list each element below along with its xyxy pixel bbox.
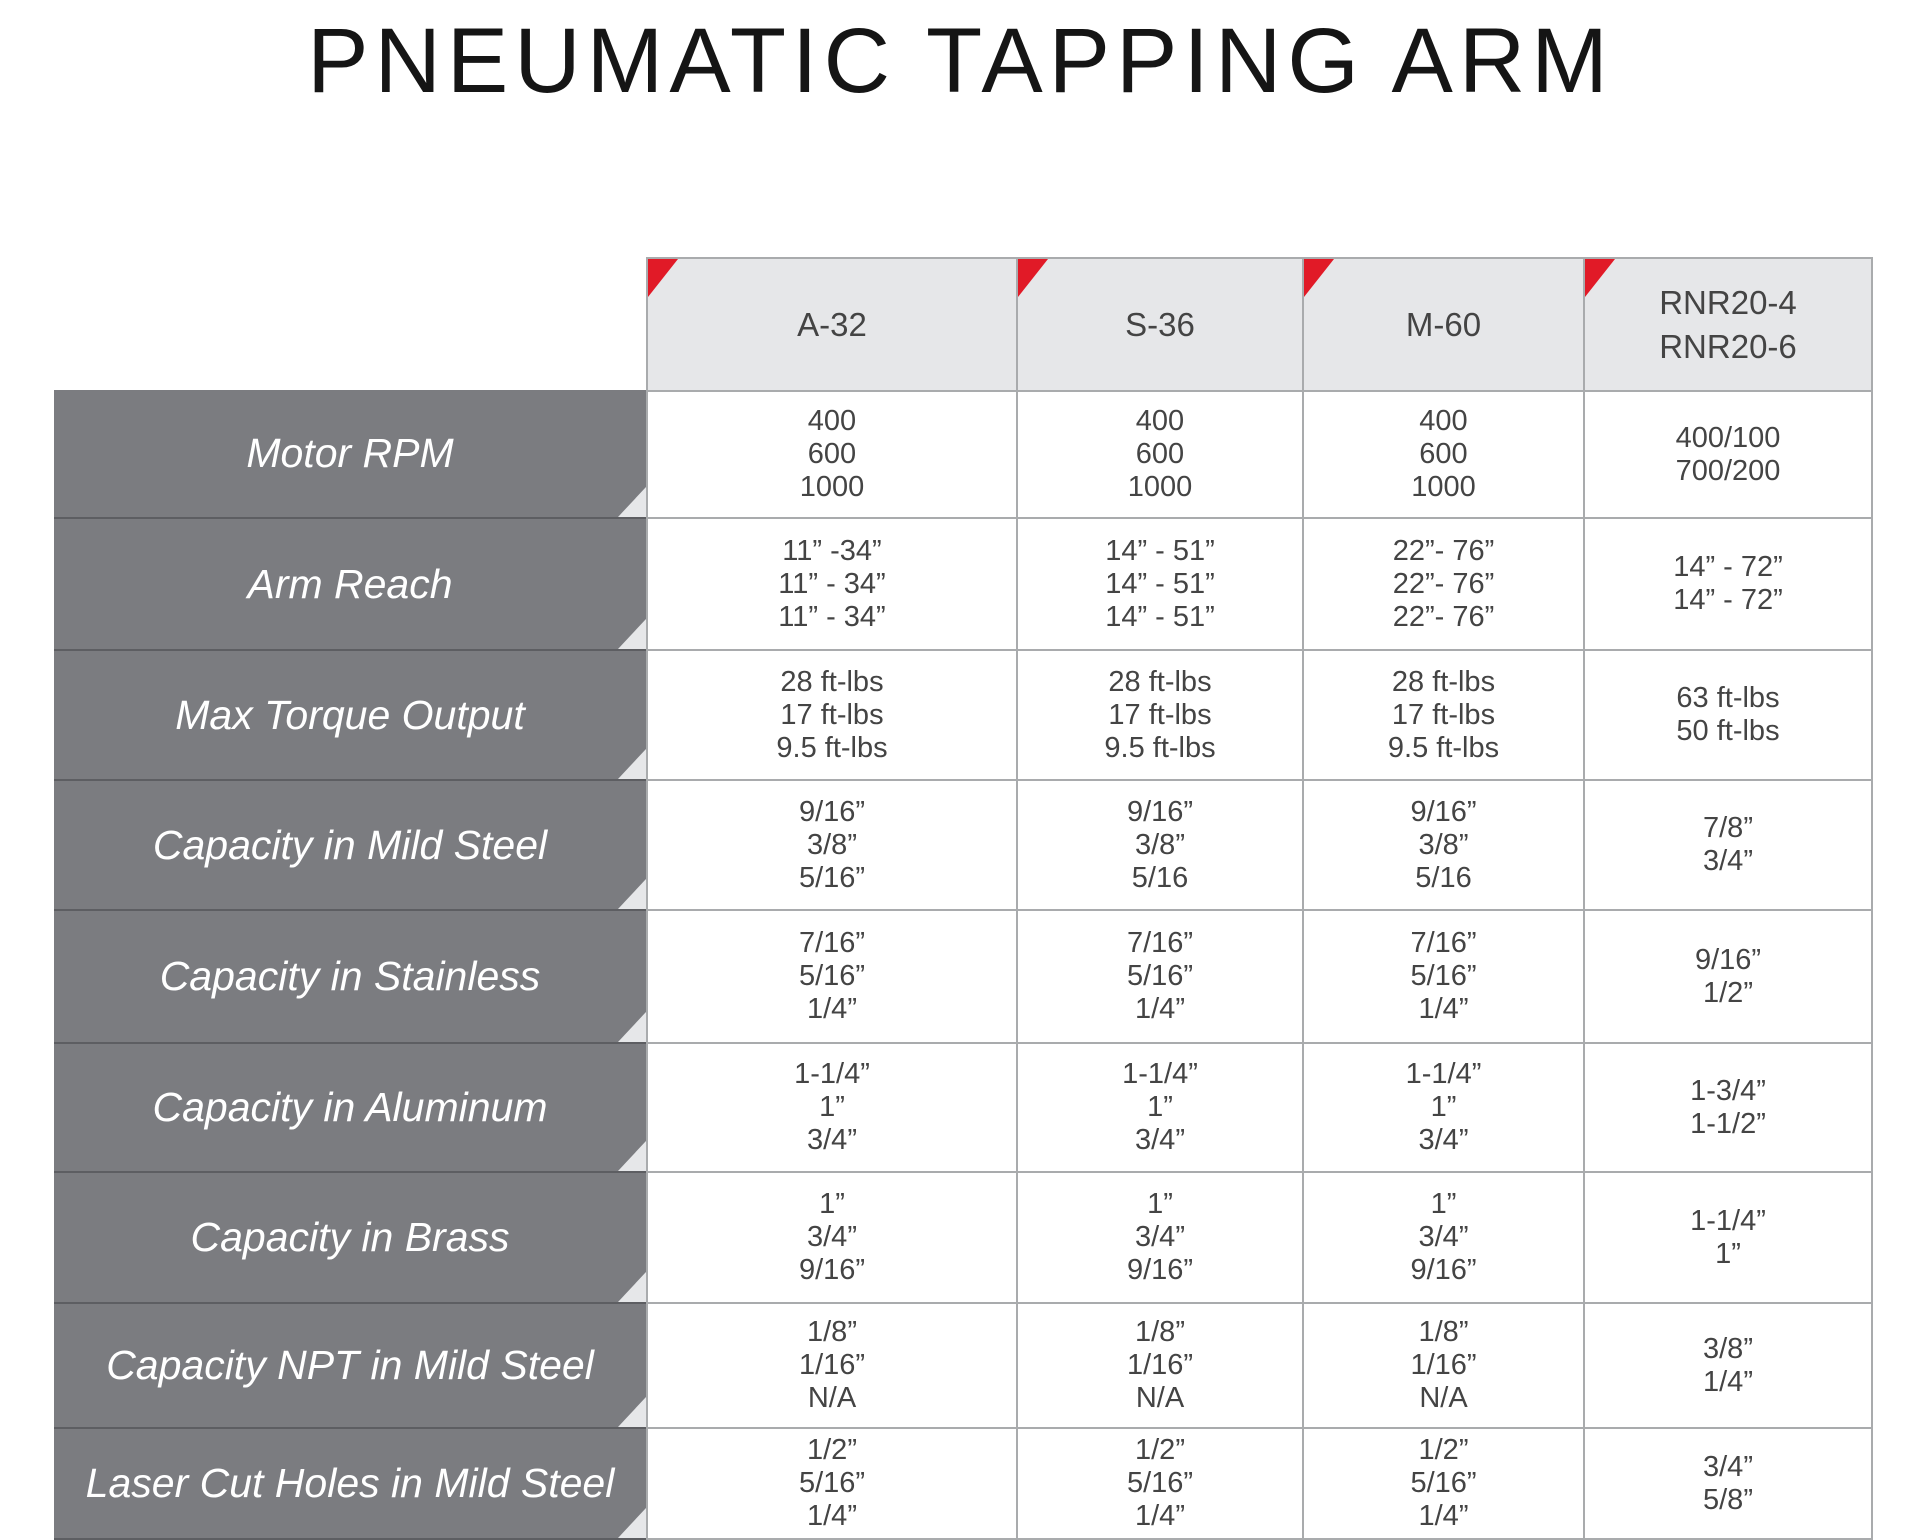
label-corner-notch — [618, 1508, 646, 1538]
table-cell — [1016, 911, 1302, 1044]
cell-line: 3/8” — [1418, 828, 1469, 861]
cell-line: 1-1/4” — [1122, 1058, 1198, 1090]
cell-line: 1” — [1715, 1237, 1741, 1270]
cell-line: 14” - 51” — [1105, 534, 1215, 567]
cell-line: 22”- 76” — [1392, 534, 1495, 567]
cell-line: 9.5 ft-lbs — [1104, 731, 1216, 764]
cell-line: 9/16” — [798, 795, 866, 828]
label-corner-notch — [618, 1012, 646, 1042]
cell-line: 1” — [1430, 1091, 1457, 1123]
cell-line: 400 — [1135, 405, 1185, 437]
cell-line: RNR20-4 — [1659, 283, 1797, 321]
cell-line: 28 ft-lbs — [1108, 665, 1212, 698]
row-label-text: Motor RPM — [246, 430, 454, 476]
table-cell — [1583, 781, 1873, 911]
column-header — [1302, 257, 1583, 390]
table-cell — [646, 1044, 1016, 1173]
table-cell — [646, 1304, 1016, 1429]
cell-line: 5/16” — [798, 1467, 866, 1499]
cell-line: 1” — [1147, 1188, 1173, 1220]
table-cell — [1302, 1304, 1583, 1429]
cell-line: 1/4” — [1703, 1365, 1753, 1398]
cell-line: 14” - 51” — [1105, 567, 1215, 600]
cell-line: 1” — [819, 1091, 845, 1123]
row-label — [54, 911, 646, 1044]
table-cell — [646, 651, 1016, 781]
row-label — [54, 1429, 646, 1540]
row-label-text: Capacity in Stainless — [159, 953, 541, 999]
cell-line: 5/16 — [1131, 861, 1189, 894]
column-header — [646, 257, 1016, 390]
row-label — [54, 1044, 646, 1173]
cell-line: 3/4” — [1418, 1124, 1469, 1156]
cell-line: 5/8” — [1703, 1483, 1753, 1516]
cell-line: 700/200 — [1675, 454, 1781, 487]
cell-line: 1” — [1430, 1188, 1457, 1220]
cell-line: 9/16” — [1694, 943, 1762, 976]
cell-line: 1/4” — [807, 1500, 857, 1532]
table-cell — [1302, 519, 1583, 651]
row-label-text: Laser Cut Holes in Mild Steel — [85, 1460, 615, 1506]
cell-line: 28 ft-lbs — [780, 665, 884, 698]
cell-line: 1-1/4” — [1690, 1204, 1766, 1237]
table-cell — [1583, 1044, 1873, 1173]
cell-line: 1-1/4” — [794, 1058, 870, 1090]
page-title: PNEUMATIC TAPPING ARM — [307, 10, 1614, 112]
table-cell — [1016, 781, 1302, 911]
cell-line: 17 ft-lbs — [780, 698, 884, 731]
cell-line: 11” - 34” — [778, 567, 886, 600]
table-cell — [646, 911, 1016, 1044]
table-cell — [1583, 651, 1873, 781]
cell-line: N/A — [807, 1382, 857, 1414]
cell-line: 1/2” — [1418, 1434, 1469, 1466]
label-corner-notch — [618, 487, 646, 517]
table-cell — [1583, 1304, 1873, 1429]
cell-line: 22”- 76” — [1392, 600, 1495, 633]
cell-line: 1000 — [1127, 471, 1193, 503]
cell-line: 3/4” — [807, 1221, 857, 1253]
cell-line: 3/8” — [807, 828, 857, 861]
table-cell — [1016, 390, 1302, 519]
cell-line: 28 ft-lbs — [1391, 665, 1496, 698]
cell-line: 9/16” — [1410, 795, 1477, 828]
cell-line: 1/16” — [798, 1349, 866, 1381]
label-corner-notch — [618, 1141, 646, 1171]
column-header — [1016, 257, 1302, 390]
cell-line: 7/8” — [1703, 812, 1753, 844]
cell-line: 1/2” — [807, 1434, 857, 1466]
label-corner-notch — [618, 1397, 646, 1427]
cell-line: 11” -34” — [782, 534, 882, 567]
cell-line: 5/16” — [1126, 1467, 1194, 1499]
table-cell — [1016, 1044, 1302, 1173]
cell-line: 7/16” — [1410, 927, 1477, 959]
table-cell — [1302, 390, 1583, 519]
red-corner-flag — [1018, 259, 1048, 297]
cell-line: 5/16” — [1410, 960, 1477, 992]
row-label — [54, 1304, 646, 1429]
cell-line: 1/4” — [1418, 993, 1469, 1025]
cell-line: A-32 — [797, 305, 867, 343]
cell-line: 3/8” — [1135, 828, 1185, 861]
cell-line: 14” - 51” — [1105, 600, 1215, 633]
table-cell — [1583, 390, 1873, 519]
table-cell — [1016, 651, 1302, 781]
row-label — [54, 1173, 646, 1304]
table-cell — [646, 390, 1016, 519]
cell-line: 9/16” — [1126, 795, 1194, 828]
row-label-text: Max Torque Output — [175, 691, 525, 738]
label-corner-notch — [618, 879, 646, 909]
cell-line: 600 — [1135, 438, 1185, 470]
cell-line: 600 — [807, 438, 857, 470]
cell-line: 400 — [807, 405, 857, 437]
cell-line: 1-1/2” — [1690, 1107, 1766, 1140]
cell-line: 5/16” — [798, 960, 866, 992]
cell-line: 5/16” — [1410, 1467, 1477, 1499]
cell-line: 1” — [1147, 1091, 1173, 1123]
cell-line: 3/4” — [1418, 1221, 1469, 1253]
red-corner-flag — [1304, 259, 1334, 297]
cell-line: N/A — [1419, 1382, 1468, 1414]
cell-line: 14” - 72” — [1673, 584, 1783, 616]
table-cell — [1016, 1429, 1302, 1540]
cell-line: 1-3/4” — [1690, 1074, 1766, 1107]
cell-line: 1/8” — [807, 1316, 857, 1348]
row-label — [54, 519, 646, 651]
cell-line: M-60 — [1405, 305, 1482, 343]
cell-line: 1/8” — [1418, 1316, 1469, 1348]
cell-line: 50 ft-lbs — [1676, 715, 1780, 747]
row-label-text: Capacity in Aluminum — [152, 1084, 548, 1130]
cell-line: 5/16” — [798, 861, 866, 894]
cell-line: 63 ft-lbs — [1676, 682, 1780, 714]
cell-line: RNR20-6 — [1659, 327, 1797, 365]
cell-line: 1/16” — [1126, 1349, 1194, 1381]
cell-line: 3/4” — [1135, 1221, 1185, 1253]
table-cell — [646, 1173, 1016, 1304]
cell-line: 1/4” — [1135, 993, 1185, 1025]
cell-line: N/A — [1135, 1382, 1185, 1414]
red-corner-flag — [1585, 259, 1615, 297]
cell-line: 9.5 ft-lbs — [776, 731, 888, 764]
cell-line: 1/4” — [1418, 1500, 1469, 1532]
row-label — [54, 390, 646, 519]
row-label-text: Arm Reach — [247, 560, 453, 607]
cell-line: 1/4” — [1135, 1500, 1185, 1532]
cell-line: 1/2” — [1703, 976, 1753, 1009]
row-label-text: Capacity in Mild Steel — [152, 821, 548, 868]
row-label — [54, 651, 646, 781]
table-cell — [1583, 1429, 1873, 1540]
label-corner-notch — [618, 749, 646, 779]
table-cell — [1583, 519, 1873, 651]
label-corner-notch — [618, 619, 646, 649]
cell-line: 9.5 ft-lbs — [1387, 731, 1500, 764]
column-header — [1583, 257, 1873, 390]
cell-line: 11” - 34” — [778, 600, 886, 633]
cell-line: S-36 — [1125, 305, 1195, 343]
table-cell — [1302, 1173, 1583, 1304]
cell-line: 600 — [1419, 438, 1468, 470]
red-corner-flag — [648, 259, 678, 297]
cell-line: 22”- 76” — [1392, 567, 1495, 600]
cell-line: 7/16” — [798, 927, 866, 959]
cell-line: 1/16” — [1410, 1349, 1477, 1381]
cell-line: 3/8” — [1703, 1332, 1753, 1365]
table-cell — [646, 519, 1016, 651]
cell-line: 1-1/4” — [1405, 1058, 1482, 1090]
table-cell — [1583, 911, 1873, 1044]
table-cell — [646, 1429, 1016, 1540]
table-cell — [1583, 1173, 1873, 1304]
cell-line: 3/4” — [1703, 1450, 1753, 1483]
table-cell — [1016, 1173, 1302, 1304]
cell-line: 400/100 — [1675, 421, 1781, 454]
row-label — [54, 781, 646, 911]
cell-line: 9/16” — [798, 1254, 866, 1286]
row-label-text: Capacity in Brass — [190, 1214, 510, 1260]
cell-line: 5/16” — [1126, 960, 1194, 992]
table-cell — [1302, 781, 1583, 911]
cell-line: 3/4” — [807, 1124, 857, 1156]
table-cell — [1302, 1429, 1583, 1540]
cell-line: 1/8” — [1135, 1316, 1185, 1348]
cell-line: 1000 — [1411, 471, 1476, 503]
cell-line: 3/4” — [1135, 1124, 1185, 1156]
cell-line: 1/2” — [1135, 1434, 1185, 1466]
table-cell — [1302, 911, 1583, 1044]
cell-line: 400 — [1419, 405, 1468, 437]
label-corner-notch — [618, 1272, 646, 1302]
cell-line: 17 ft-lbs — [1108, 698, 1212, 731]
cell-line: 7/16” — [1126, 927, 1194, 959]
cell-line: 5/16 — [1415, 861, 1472, 894]
cell-line: 9/16” — [1410, 1254, 1477, 1286]
cell-line: 9/16” — [1126, 1254, 1194, 1286]
cell-line: 1/4” — [807, 993, 857, 1025]
cell-line: 14” - 72” — [1673, 551, 1783, 583]
table-cell — [1302, 1044, 1583, 1173]
cell-line: 1000 — [799, 471, 865, 503]
table-cell — [1016, 519, 1302, 651]
cell-line: 3/4” — [1703, 845, 1753, 877]
cell-line: 1” — [819, 1188, 845, 1220]
cell-line: 17 ft-lbs — [1391, 698, 1496, 731]
table-cell — [1302, 651, 1583, 781]
table-cell — [1016, 1304, 1302, 1429]
table-cell — [646, 781, 1016, 911]
row-label-text: Capacity NPT in Mild Steel — [106, 1342, 594, 1388]
